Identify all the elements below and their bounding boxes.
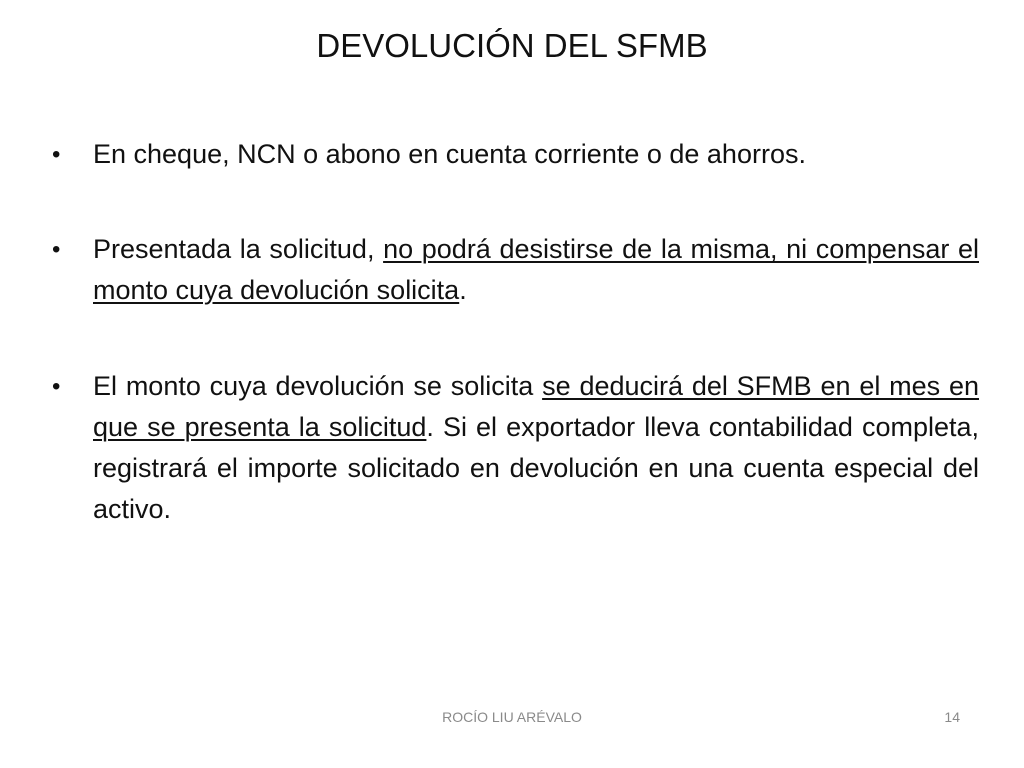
bullet-segment: En cheque, NCN o abono en cuenta corriente o de ahorros. bbox=[93, 139, 806, 169]
bullet-segment: . Si el exportador lleva contabilidad completa, registrará el importe solicitado en devolución en una cuenta especial del activo. bbox=[93, 412, 979, 524]
bullet-segment: Presentada la solicitud, bbox=[93, 234, 384, 264]
bullet-item-request-submission bbox=[52, 229, 979, 311]
bullet-dot-icon: • bbox=[52, 236, 61, 263]
page-number: 14 bbox=[944, 709, 960, 725]
bullet-segment-underlined: se deducirá del SFMB en el mes en que se presenta la solicitud bbox=[93, 371, 980, 442]
bullet-list bbox=[52, 134, 979, 585]
bullet-dot-icon: • bbox=[52, 373, 61, 400]
bullet-item-deduction bbox=[52, 366, 979, 530]
bullet-dot-icon: • bbox=[52, 141, 61, 168]
bullet-item-payment-methods bbox=[52, 134, 979, 175]
slide-title: DEVOLUCIÓN DEL SFMB bbox=[316, 27, 708, 64]
bullet-text bbox=[93, 366, 979, 530]
bullet-text bbox=[93, 229, 979, 311]
bullet-segment-underlined: no podrá desistirse de la misma, ni compensar el monto cuya devolución solicita bbox=[93, 234, 979, 305]
bullet-text bbox=[93, 134, 979, 175]
footer-author: ROCÍO LIU ARÉVALO bbox=[442, 709, 582, 725]
bullet-segment: . bbox=[459, 275, 467, 305]
bullet-segment: El monto cuya devolución se solicita bbox=[93, 371, 543, 401]
